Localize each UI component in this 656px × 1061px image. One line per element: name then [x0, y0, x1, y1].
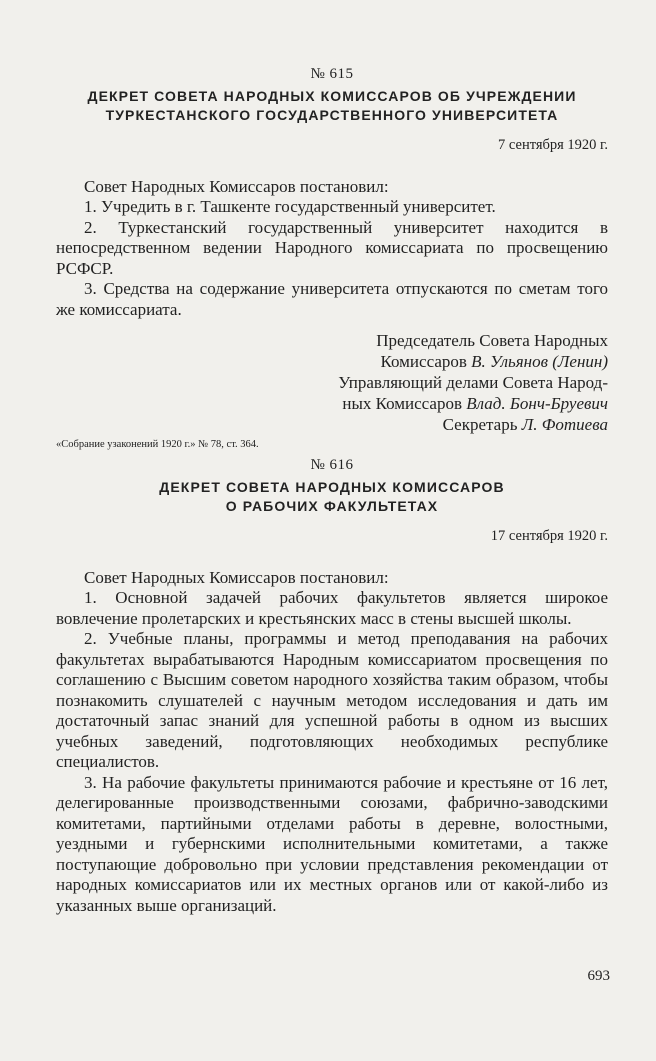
- decree-title-line: ТУРКЕСТАНСКОГО ГОСУДАРСТВЕННОГО УНИВЕРСИТЕТА: [105, 107, 559, 123]
- source-citation: «Собрание узаконений 1920 г.» № 78, ст. 364.: [56, 439, 259, 450]
- decree-number: № 616: [310, 457, 354, 473]
- decree-title: [56, 478, 608, 516]
- signature-block: [56, 330, 608, 435]
- signature-line: Председатель Совета Народных: [376, 331, 608, 350]
- decree-intro: Совет Народных Комиссаров постановил:: [84, 568, 389, 587]
- decree-title-line: ДЕКРЕТ СОВЕТА НАРОДНЫХ КОМИССАРОВ ОБ УЧРЕЖДЕНИИ: [87, 88, 577, 104]
- signature-role: Комиссаров: [380, 352, 467, 371]
- decree-paragraph: 1. Учредить в г. Ташкенте государственный университет.: [84, 197, 496, 216]
- decree-date: 17 сентября 1920 г.: [490, 528, 608, 544]
- decree-paragraph: 3. На рабочие факультеты принимаются рабочие и крестьяне от 16 лет, делегированные производственными союзами, фабрично-заводскими комитетами, партийными отделами работы в деревне, волостными, уездными и губернскими исполнительными комитетами, а также поступающие добровольно при условии представления рекомендации от народных комиссариатов или их местных органов или от какой-либо из указанных выше организаций.: [56, 772, 608, 915]
- decree-paragraph: 2. Учебные планы, программы и метод преподавания на рабочих факультетах вырабатываются Народным комиссариатом просвещения по соглашению с Высшим советом народного хозяйства таким образом, чтобы познакомить слушателей с научным методом исследования и дать им достаточный запас знаний для успешной работы в одном из высших учебных заведений, подготовляющих необходимых республике специалистов.: [56, 629, 608, 771]
- decree-paragraph: 3. Средства на содержание университета отпускаются по сметам того же комиссариата.: [56, 279, 608, 319]
- decree-number: № 615: [310, 66, 354, 82]
- decree-paragraph: 2. Туркестанский государственный университет находится в непосредственном ведении Народного комиссариата по просвещению РСФСР.: [56, 217, 608, 278]
- decree-615: [56, 66, 608, 451]
- decree-616: [56, 457, 608, 916]
- signature-name: Л. Фотиева: [521, 415, 608, 434]
- decree-title: [56, 87, 608, 125]
- decree-date: 7 сентября 1920 г.: [498, 137, 608, 153]
- signature-role: ных Комиссаров: [342, 394, 463, 413]
- signature-name: В. Ульянов (Ленин): [471, 352, 608, 371]
- decree-paragraph: 1. Основной задачей рабочих факультетов является широкое вовлечение пролетарских и крестьянских масс в стены высшей школы.: [56, 588, 608, 628]
- decree-title-line: О РАБОЧИХ ФАКУЛЬТЕТАХ: [225, 498, 439, 514]
- signature-line: [56, 393, 608, 414]
- signature-line: Управляющий делами Совета Народ-: [338, 373, 608, 392]
- page-number: 693: [587, 968, 610, 984]
- decree-intro: Совет Народных Комиссаров постановил:: [84, 177, 389, 196]
- signature-name: Влад. Бонч-Бруевич: [466, 394, 608, 413]
- signature-role: Секретарь: [442, 415, 518, 434]
- signature-line: [56, 351, 608, 372]
- signature-line: [56, 414, 608, 435]
- decree-title-line: ДЕКРЕТ СОВЕТА НАРОДНЫХ КОМИССАРОВ: [159, 479, 505, 495]
